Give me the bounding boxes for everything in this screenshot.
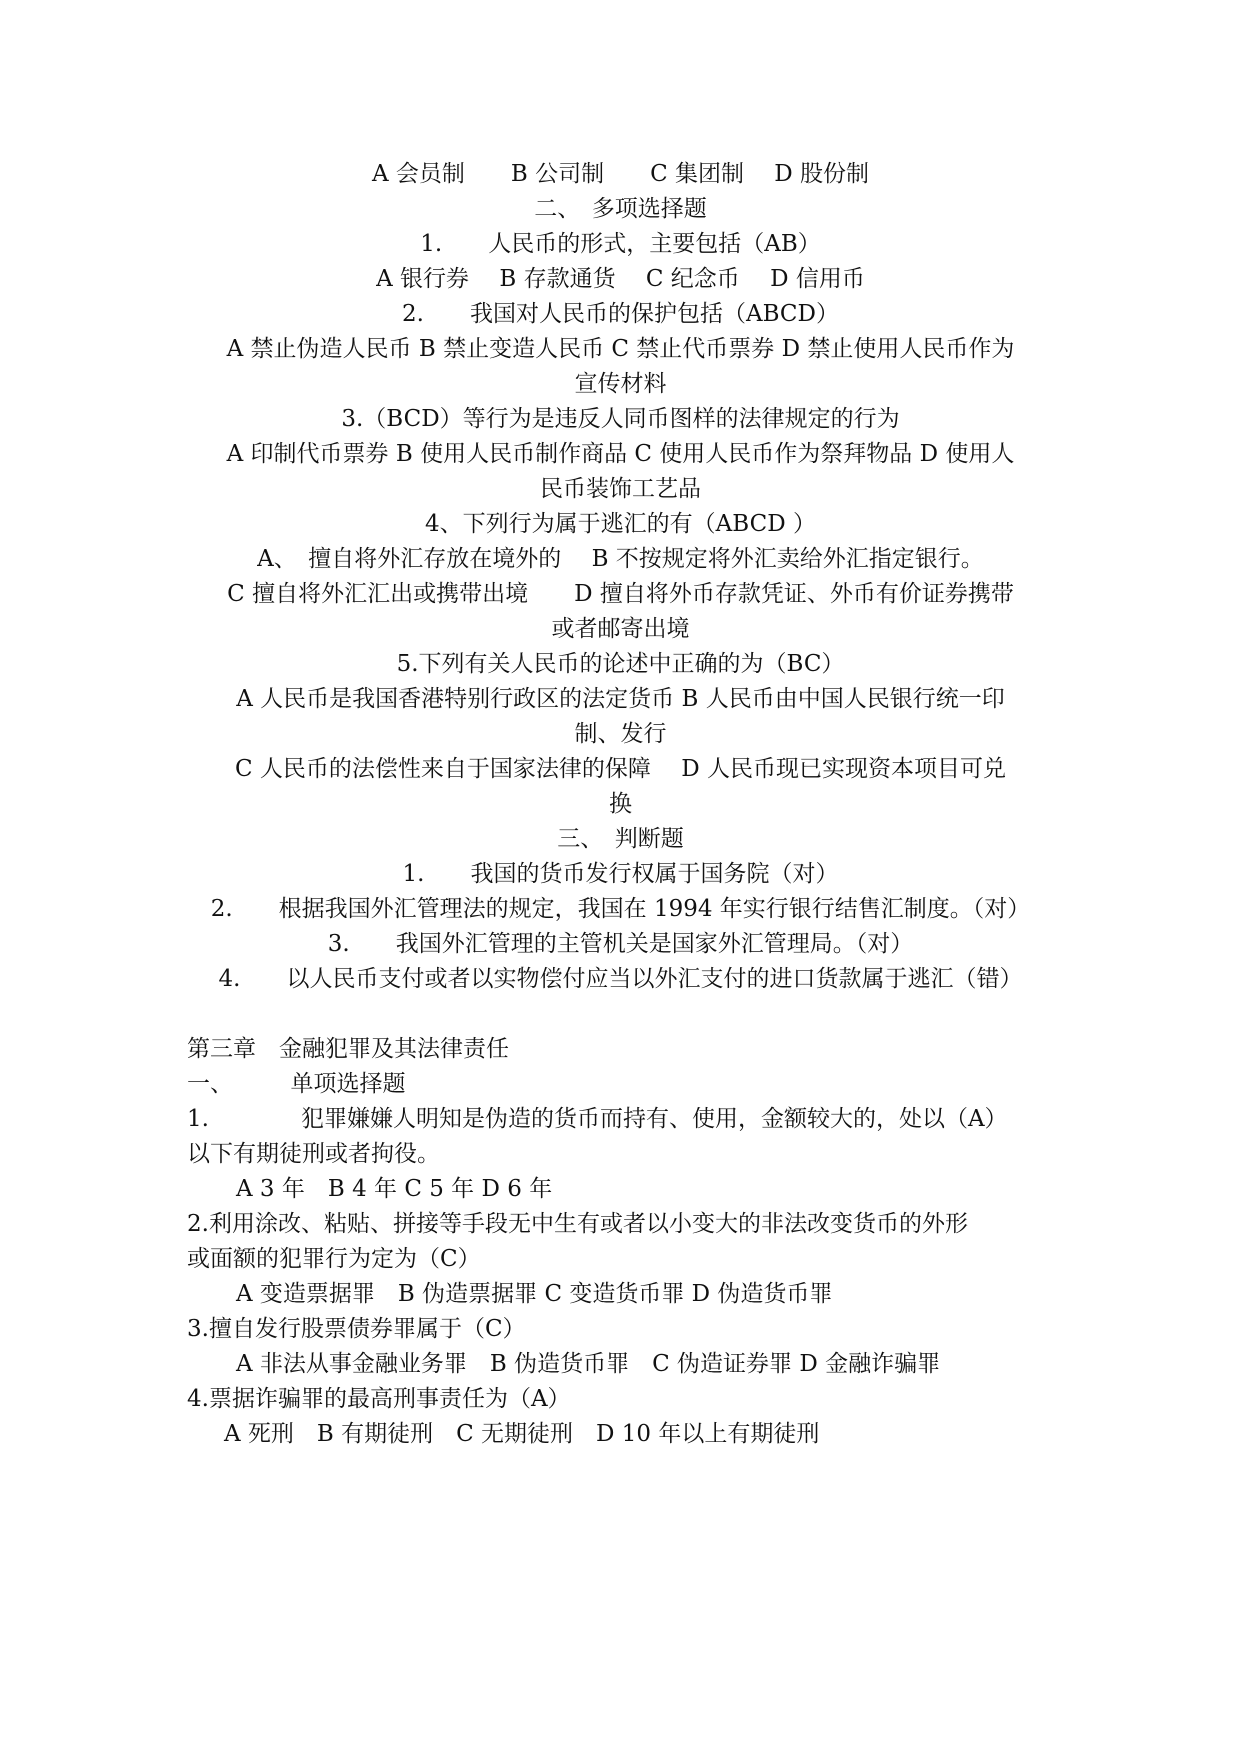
options: 或者邮寄出境 <box>551 616 690 642</box>
question: 以下有期徒刑或者拘役。 <box>187 1141 440 1167</box>
options: A、 擅自将外汇存放在境外的 B 不按规定将外汇卖给外汇指定银行。 <box>257 546 984 572</box>
options: A 非法从事金融业务罪 B 伪造货币罪 C 伪造证券罪 D 金融诈骗罪 <box>236 1351 941 1377</box>
question: 4. 以人民币支付或者以实物偿付应当以外汇支付的进口货款属于逃汇（错） <box>218 966 1023 992</box>
question: 1. 犯罪嫌嫌人明知是伪造的货币而持有、使用，金额较大的，处以（A） <box>187 1106 1008 1132</box>
section-heading: 一、 单项选择题 <box>187 1071 406 1097</box>
question: 3.擅自发行股票债券罪属于（C） <box>187 1316 526 1342</box>
question: 2.利用涂改、粘贴、拼接等手段无中生有或者以小变大的非法改变货币的外形 <box>187 1211 968 1237</box>
options: 民币装饰工艺品 <box>540 476 701 502</box>
question: 4.票据诈骗罪的最高刑事责任为（A） <box>187 1386 571 1412</box>
question: 3.（BCD）等行为是违反人同币图样的法律规定的行为 <box>341 406 900 432</box>
options: A 3 年 B 4 年 C 5 年 D 6 年 <box>236 1176 553 1202</box>
chapter-title: 第三章 金融犯罪及其法律责任 <box>187 1036 509 1062</box>
options: A 禁止伪造人民币 B 禁止变造人民币 C 禁止代币票券 D 禁止使用人民币作为 <box>226 336 1015 362</box>
section-heading: 二、 多项选择题 <box>534 196 707 222</box>
options: 换 <box>609 791 632 817</box>
question: 5.下列有关人民币的论述中正确的为（BC） <box>396 651 845 677</box>
question: 1. 我国的货币发行权属于国务院（对） <box>402 861 839 887</box>
options: A 变造票据罪 B 伪造票据罪 C 变造货币罪 D 伪造货币罪 <box>236 1281 833 1307</box>
options: 宣传材料 <box>574 371 667 397</box>
question: 或面额的犯罪行为定为（C） <box>187 1246 481 1272</box>
options: A 人民币是我国香港特别行政区的法定货币 B 人民币由中国人民银行统一印 <box>236 686 1005 712</box>
options: 制、发行 <box>574 721 667 747</box>
question: 1. 人民币的形式，主要包括（AB） <box>420 231 821 257</box>
question: 2. 我国对人民币的保护包括（ABCD） <box>402 301 839 327</box>
options: A 银行券 B 存款通货 C 纪念币 D 信用币 <box>376 266 865 292</box>
question: 4、下列行为属于逃汇的有（ABCD ） <box>425 511 816 537</box>
question: 2. 根据我国外汇管理法的规定，我国在 1994 年实行银行结售汇制度。（对） <box>210 896 1031 922</box>
options: C 擅自将外汇汇出或携带出境 D 擅自将外币存款凭证、外币有价证券携带 <box>227 581 1014 607</box>
section-heading: 三、 判断题 <box>557 826 684 852</box>
options: A 死刑 B 有期徒刑 C 无期徒刑 D 10 年以上有期徒刑 <box>224 1421 820 1447</box>
options: A 印制代币票券 B 使用人民币制作商品 C 使用人民币作为祭拜物品 D 使用人 <box>226 441 1015 467</box>
options: C 人民币的法偿性来自于国家法律的保障 D 人民币现已实现资本项目可兑 <box>235 756 1006 782</box>
question: 3. 我国外汇管理的主管机关是国家外汇管理局。（对） <box>327 931 914 957</box>
text-line: A 会员制 B 公司制 C 集团制 D 股份制 <box>371 161 870 187</box>
